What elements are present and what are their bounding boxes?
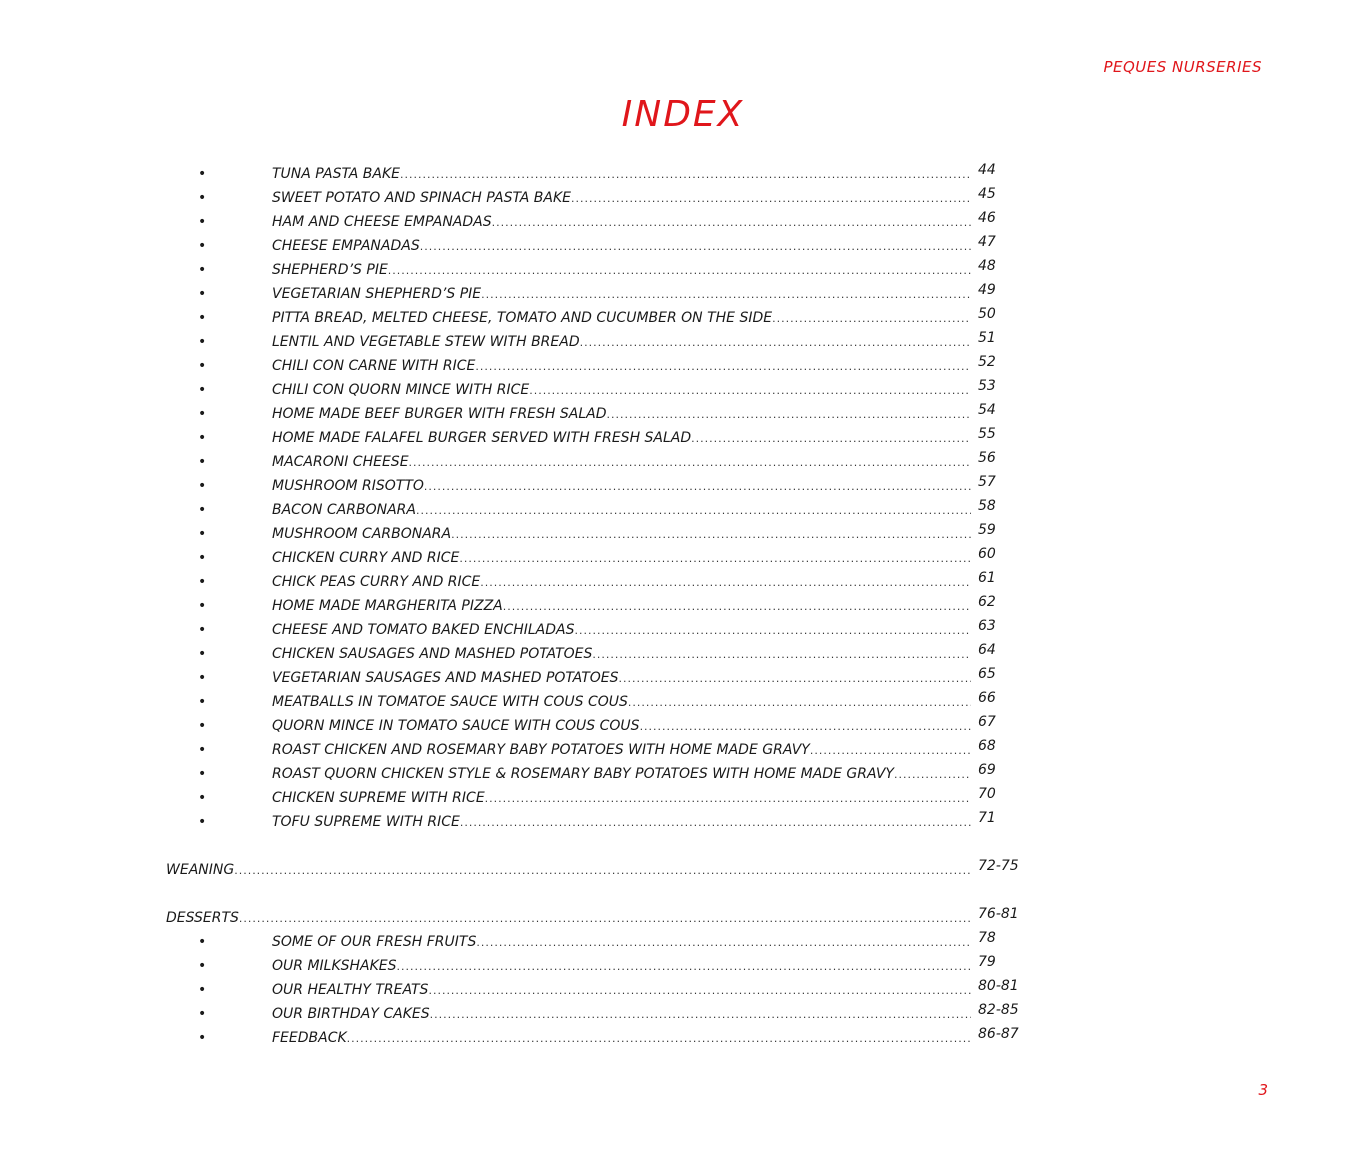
toc-entry (272, 786, 971, 811)
bullet-icon: • (198, 574, 207, 590)
dot-leader (420, 235, 971, 259)
toc-item[interactable] (0, 690, 1366, 714)
toc-page-number: 44 (978, 162, 996, 178)
bullet-icon: • (198, 982, 207, 998)
toc-page-number: 63 (978, 618, 996, 634)
toc-item[interactable] (0, 594, 1366, 618)
toc-title: ROAST QUORN CHICKEN STYLE & ROSEMARY BABY POTATOES WITH HOME MADE GRAVY (272, 766, 894, 782)
dot-leader (480, 571, 971, 595)
dot-leader (628, 691, 971, 715)
bullet-icon: • (198, 310, 207, 326)
toc-page-number: 47 (978, 234, 996, 250)
toc-page-number: 54 (978, 402, 996, 418)
toc-title: VEGETARIAN SAUSAGES AND MASHED POTATOES (272, 670, 619, 686)
dot-leader (772, 307, 971, 331)
toc-entry (272, 930, 971, 955)
dot-leader (691, 427, 971, 451)
dot-leader (481, 283, 971, 307)
toc-title: OUR HEALTHY TREATS (272, 982, 429, 998)
bullet-icon: • (198, 262, 207, 278)
toc-entry (272, 330, 971, 355)
bullet-icon: • (198, 1030, 207, 1046)
toc-item[interactable] (0, 498, 1366, 522)
toc-page-number: 61 (978, 570, 996, 586)
toc-entry (272, 978, 971, 1003)
bullet-icon: • (198, 238, 207, 254)
bullet-icon: • (198, 406, 207, 422)
toc-item[interactable] (0, 1026, 1366, 1050)
toc-entry (272, 474, 971, 499)
dessert-list (0, 930, 1366, 1050)
toc-page-number: 48 (978, 258, 996, 274)
toc-page-number: 82-85 (978, 1002, 1019, 1018)
toc-title: TOFU SUPREME WITH RICE (272, 814, 460, 830)
recipe-list (0, 162, 1366, 834)
toc-title: CHICK PEAS CURRY AND RICE (272, 574, 481, 590)
toc-section-desserts[interactable] (0, 906, 1366, 930)
toc-item[interactable] (0, 978, 1366, 1002)
bullet-icon: • (198, 358, 207, 374)
toc-item[interactable] (0, 546, 1366, 570)
toc-item[interactable] (0, 450, 1366, 474)
bullet-icon: • (198, 670, 207, 686)
bullet-icon: • (198, 622, 207, 638)
bullet-icon: • (198, 934, 207, 950)
toc-item[interactable] (0, 930, 1366, 954)
toc-title: LENTIL AND VEGETABLE STEW WITH BREAD (272, 334, 580, 350)
toc-entry (272, 522, 971, 547)
toc-entry (272, 642, 971, 667)
toc-page-number: 49 (978, 282, 996, 298)
toc-item[interactable] (0, 738, 1366, 762)
toc-page-number: 62 (978, 594, 996, 610)
spacer (0, 882, 1366, 906)
toc-entry (272, 402, 971, 427)
toc-title: BACON CARBONARA (272, 502, 416, 518)
bullet-icon: • (198, 766, 207, 782)
dot-leader (239, 907, 971, 931)
toc-page-number: 59 (978, 522, 996, 538)
bullet-icon: • (198, 1006, 207, 1022)
toc-page-number: 58 (978, 498, 996, 514)
page-title: INDEX (621, 94, 745, 135)
toc-item[interactable] (0, 642, 1366, 666)
bullet-icon: • (198, 382, 207, 398)
toc-entry (272, 426, 971, 451)
bullet-icon: • (198, 190, 207, 206)
toc-page-number: 79 (978, 954, 996, 970)
toc-entry (272, 714, 971, 739)
toc-title: QUORN MINCE IN TOMATO SAUCE WITH COUS COUS (272, 718, 640, 734)
toc-title: HAM AND CHEESE EMPANADAS (272, 214, 492, 230)
toc-page-number: 65 (978, 666, 996, 682)
toc-item[interactable] (0, 258, 1366, 282)
dot-leader (459, 547, 971, 571)
dot-leader (592, 643, 971, 667)
toc-page-number: 71 (978, 810, 996, 826)
bullet-icon: • (198, 214, 207, 230)
toc-page-number: 70 (978, 786, 996, 802)
toc-page-number: 56 (978, 450, 996, 466)
dot-leader (529, 379, 971, 403)
toc-title: HOME MADE BEEF BURGER WITH FRESH SALAD (272, 406, 607, 422)
bullet-icon: • (198, 694, 207, 710)
toc-page-number: 69 (978, 762, 996, 778)
bullet-icon: • (198, 502, 207, 518)
dot-leader (451, 523, 971, 547)
toc-item[interactable] (0, 234, 1366, 258)
toc-item[interactable] (0, 162, 1366, 186)
toc-entry (272, 762, 971, 787)
toc-page-number: 55 (978, 426, 996, 442)
toc-title: MUSHROOM RISOTTO (272, 478, 424, 494)
dot-leader (428, 979, 971, 1003)
brand-name: PEQUES NURSERIES (1103, 58, 1262, 76)
toc-entry (272, 594, 971, 619)
toc-item[interactable] (0, 282, 1366, 306)
dot-leader (388, 259, 971, 283)
dot-leader (430, 1003, 971, 1027)
toc-page-number: 66 (978, 690, 996, 706)
table-of-contents (0, 162, 1366, 1050)
toc-item[interactable] (0, 762, 1366, 786)
dot-leader (400, 163, 971, 187)
dot-leader (619, 667, 971, 691)
toc-item[interactable] (0, 618, 1366, 642)
page-number: 3 (1258, 1081, 1268, 1099)
bullet-icon: • (198, 958, 207, 974)
toc-title: SOME OF OUR FRESH FRUITS (272, 934, 477, 950)
toc-title: HOME MADE FALAFEL BURGER SERVED WITH FRESH SALAD (272, 430, 692, 446)
toc-page-number: 67 (978, 714, 996, 730)
bullet-icon: • (198, 550, 207, 566)
bullet-icon: • (198, 790, 207, 806)
toc-entry (272, 498, 971, 523)
dot-leader (580, 331, 971, 355)
bullet-icon: • (198, 286, 207, 302)
toc-entry (272, 1026, 971, 1051)
dot-leader (475, 355, 971, 379)
toc-section-weaning[interactable] (0, 858, 1366, 882)
dot-leader (460, 811, 971, 835)
toc-item[interactable] (0, 522, 1366, 546)
toc-entry (272, 690, 971, 715)
bullet-icon: • (198, 454, 207, 470)
toc-title: PITTA BREAD, MELTED CHEESE, TOMATO AND CUCUMBER ON THE SIDE (272, 310, 773, 326)
dot-leader (503, 595, 971, 619)
toc-item[interactable] (0, 426, 1366, 450)
toc-page-number: 72-75 (978, 858, 1019, 874)
toc-item[interactable] (0, 714, 1366, 738)
toc-title: CHEESE AND TOMATO BAKED ENCHILADAS (272, 622, 575, 638)
toc-page-number: 86-87 (978, 1026, 1019, 1042)
toc-item[interactable] (0, 378, 1366, 402)
dot-leader (640, 715, 971, 739)
toc-item[interactable] (0, 186, 1366, 210)
toc-entry (272, 954, 971, 979)
toc-title: CHILI CON CARNE WITH RICE (272, 358, 476, 374)
toc-item[interactable] (0, 354, 1366, 378)
bullet-icon: • (198, 430, 207, 446)
toc-entry (272, 378, 971, 403)
toc-title: OUR MILKSHAKES (272, 958, 397, 974)
toc-page-number: 46 (978, 210, 996, 226)
toc-entry (272, 162, 971, 187)
toc-page-number: 80-81 (978, 978, 1019, 994)
toc-page-number: 53 (978, 378, 996, 394)
dot-leader (575, 619, 972, 643)
toc-title: WEANING (166, 862, 235, 878)
toc-page-number: 45 (978, 186, 996, 202)
toc-title: CHILI CON QUORN MINCE WITH RICE (272, 382, 530, 398)
dot-leader (424, 475, 971, 499)
toc-title: SHEPHERD’S PIE (272, 262, 388, 278)
toc-entry (272, 546, 971, 571)
toc-entry (272, 618, 971, 643)
toc-item[interactable] (0, 330, 1366, 354)
toc-entry (272, 810, 971, 835)
bullet-icon: • (198, 646, 207, 662)
toc-item[interactable] (0, 306, 1366, 330)
toc-title: CHICKEN SUPREME WITH RICE (272, 790, 485, 806)
bullet-icon: • (198, 166, 207, 182)
toc-item[interactable] (0, 786, 1366, 810)
dot-leader (810, 739, 971, 763)
toc-page-number: 76-81 (978, 906, 1019, 922)
dot-leader (234, 859, 971, 883)
toc-title: VEGETARIAN SHEPHERD’S PIE (272, 286, 482, 302)
bullet-icon: • (198, 598, 207, 614)
dot-leader (347, 1027, 971, 1051)
toc-page-number: 68 (978, 738, 996, 754)
dot-leader (476, 931, 971, 955)
toc-entry (166, 858, 971, 883)
toc-entry (272, 234, 971, 259)
toc-entry (272, 210, 971, 235)
toc-title: MUSHROOM CARBONARA (272, 526, 452, 542)
toc-page-number: 51 (978, 330, 996, 346)
toc-item[interactable] (0, 1002, 1366, 1026)
spacer (0, 834, 1366, 858)
toc-item[interactable] (0, 666, 1366, 690)
toc-item[interactable] (0, 402, 1366, 426)
toc-entry (272, 570, 971, 595)
toc-page-number: 60 (978, 546, 996, 562)
toc-entry (272, 258, 971, 283)
bullet-icon: • (198, 526, 207, 542)
toc-title: FEEDBACK (272, 1030, 347, 1046)
toc-title: DESSERTS (166, 910, 239, 926)
toc-page-number: 78 (978, 930, 996, 946)
dot-leader (571, 187, 971, 211)
toc-title: CHICKEN SAUSAGES AND MASHED POTATOES (272, 646, 593, 662)
toc-item[interactable] (0, 474, 1366, 498)
dot-leader (397, 955, 971, 979)
dot-leader (607, 403, 971, 427)
toc-entry (272, 738, 971, 763)
toc-item[interactable] (0, 810, 1366, 834)
toc-title: CHEESE EMPANADAS (272, 238, 420, 254)
toc-title: TUNA PASTA BAKE (272, 166, 401, 182)
bullet-icon: • (198, 718, 207, 734)
toc-page-number: 57 (978, 474, 996, 490)
toc-entry (272, 186, 971, 211)
dot-leader (409, 451, 971, 475)
toc-entry (272, 354, 971, 379)
toc-entry (272, 666, 971, 691)
toc-title: OUR BIRTHDAY CAKES (272, 1006, 430, 1022)
toc-page-number: 50 (978, 306, 996, 322)
toc-title: SWEET POTATO AND SPINACH PASTA BAKE (272, 190, 571, 206)
toc-item[interactable] (0, 954, 1366, 978)
toc-entry (272, 450, 971, 475)
toc-title: HOME MADE MARGHERITA PIZZA (272, 598, 503, 614)
dot-leader (492, 211, 971, 235)
toc-entry (272, 282, 971, 307)
bullet-icon: • (198, 742, 207, 758)
dot-leader (894, 763, 971, 787)
toc-page-number: 64 (978, 642, 996, 658)
toc-title: MACARONI CHEESE (272, 454, 409, 470)
toc-item[interactable] (0, 210, 1366, 234)
toc-title: CHICKEN CURRY AND RICE (272, 550, 460, 566)
toc-entry (272, 306, 971, 331)
bullet-icon: • (198, 478, 207, 494)
toc-title: MEATBALLS IN TOMATOE SAUCE WITH COUS COUS (272, 694, 628, 710)
bullet-icon: • (198, 814, 207, 830)
bullet-icon: • (198, 334, 207, 350)
toc-page-number: 52 (978, 354, 996, 370)
dot-leader (416, 499, 971, 523)
toc-entry (272, 1002, 971, 1027)
toc-entry (166, 906, 971, 931)
toc-title: ROAST CHICKEN AND ROSEMARY BABY POTATOES WITH HOME MADE GRAVY (272, 742, 810, 758)
dot-leader (485, 787, 971, 811)
toc-item[interactable] (0, 570, 1366, 594)
